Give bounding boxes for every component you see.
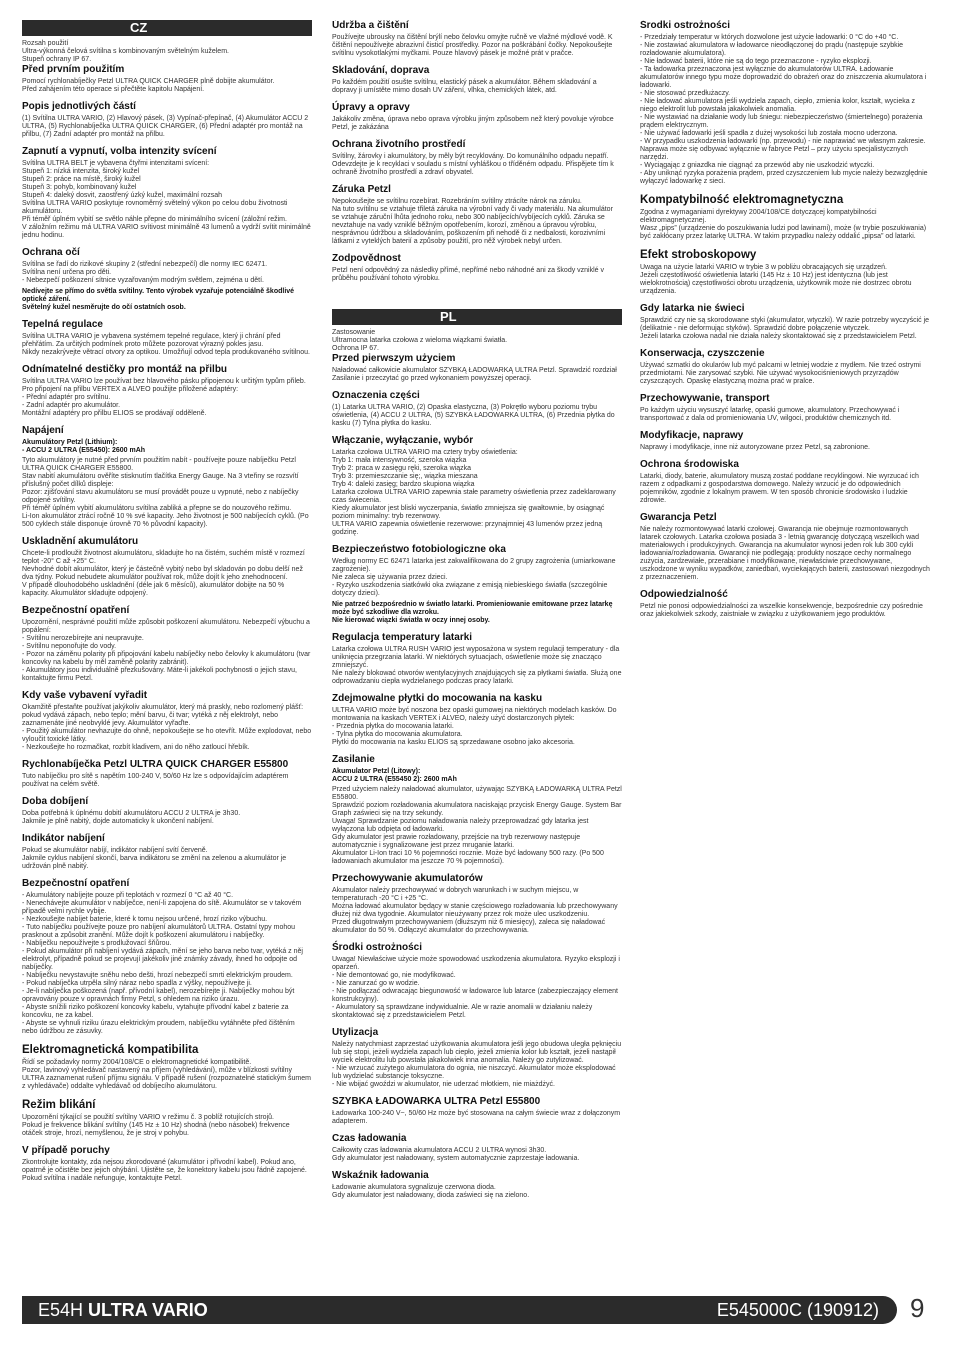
cz-maintenance-text: Používejte ubrousky na čištění brýlí nebo čelovku omyjte ručně ve vlažné mýdlové vodě. K čištění nepoužívejte abrazivní čisticí prostředky. Pozor na poškrábání čočky. Nepokoušejte svítilnu vysokotlakými myčkami. Pouze hlavový pásek je možné prát v pračce. [332, 34, 613, 57]
pl-maintenance-section [640, 348, 930, 386]
cz-discard-title: Kdy vaše vybavení vyřadit [22, 690, 148, 701]
cz-maintenance-section [332, 20, 622, 58]
pl-environment-text: Latarki, diody, baterie, akumulatory muszą zostać poddane recyklingowi. Nie wyrzucać ich razem z odpadkami z gospodarstwa domowego. Należy wrzucić je do odpowiednich pojemników, zgodnie z lokalnym prawem. W ten sposób chronicie środowisko i ludzkie zdrowie. [640, 473, 919, 504]
cz-storage-acc-title: Uskladnění akumulátoru [22, 536, 139, 547]
cz-safety2-section [22, 878, 312, 1036]
pl-adapters-section [332, 693, 622, 747]
pl-warranty-section [640, 512, 930, 582]
cz-fault-text: Zkontrolujte kontakty, zda nejsou zkorodované (akumulátor i přívodní kabel). Pokud ano, opatrně je očistěte bez jejich ohýbání. Ujistěte se, že konektory kabelu jsou řádně zapojené. Pokud svítilna i nadále nefunguje, kontaktujte Petzl. [22, 1159, 307, 1182]
pl-switch-section [332, 435, 622, 537]
cz-storage-transport-title: Skladování, doprava [332, 65, 430, 76]
cz-eyes-title: Ochrana očí [22, 247, 80, 258]
cz-thermal-title: Tepelná regulace [22, 319, 103, 330]
cz-maintenance-title: Údržba a čištění [332, 20, 409, 31]
pl-indicator-section [332, 1170, 622, 1200]
cz-environment-section [332, 139, 622, 177]
pl-power-subtitle: Akumulator Petzl (Litowy): ACCU 2 ULTRA (E55450 2): 2600 mAh [332, 768, 457, 783]
lang-header-cz: CZ [22, 20, 312, 36]
pl-first-use-section [332, 353, 622, 383]
cz-charge-time-section [22, 796, 312, 826]
pl-safety2-title: Środki ostrożności [640, 20, 731, 31]
cz-fault-title: V případě poruchy [22, 1145, 110, 1156]
cz-discard-text: Okamžitě přestaňte používat jakýkoliv akumulátor, který má praskly, nebo rozlomený plášť: pokud vydává zápach, nebo teplo; mění barvu, či tvar; vytéká z něj elektrolyt, nebo zaznamenáte jiné neobvyklé jevy. Akumulátor vyřaďte. - Použitý akumulátor nevhazujte do ohně, nepokoušejte se ho otevřít. Může explodovat, nebo vyloučit toxické látky. - Nezkoušejte ho rozmačkat, rozbít kladivem, ani do něho zatloucí hřebík. [22, 704, 312, 751]
pl-environment-section [640, 459, 930, 505]
pl-first-use-title: Przed pierwszym użyciem [332, 353, 456, 364]
pl-liability-section [640, 589, 930, 619]
pl-parts-text: (1) Latarka ULTRA VARIO, (2) Opaska elastyczna, (3) Pokrętło wyboru poziomu trybu oświetlenia, (4) ACCU 2 ULTRA, (5) SZYBKA ŁADOWARKA ULTRA, (6) Przednia płytka do kasku (7) Tylna płytka do kasku. [332, 404, 615, 427]
cz-charger-title: Rychlonabíječka Petzl ULTRA QUICK CHARGER E55800 [22, 759, 289, 770]
pl-storage-transport-section [640, 393, 930, 423]
pl-thermal-section [332, 632, 622, 686]
cz-repairs-text: Jakákoliv změna, úprava nebo oprava výrobku jiným způsobem než který povoluje výrobce Petzl, je zakázána [332, 116, 614, 131]
pl-safety1-section [332, 942, 622, 1020]
pl-safety2-text: - Przedziały temperatur w których dozwolone jest użycie ładowarki: 0 °C do +40 °C. - Nie zostawiać akumulatora w ładowarce nieodłączonej do prądu (następuje szybkie rozładowanie akumulatora). - Nie ładować baterii, które nie są do tego przeznaczone - ryzyko eksplozji. - Ta ładowarka przeznaczona jest wyłącznie do akumulatorów ULTRA. Ładowanie akumulatorów innego typu może doprowadzić do obrażeń oraz do zniszczenia akumulatora i ładowarki. - Nie stosować przedłużaczy. - Nie ładować akumulatora jeśli wydziela zapach, ciepło, zmienia kolor, kształt, wycieka z niego elektrolit lub powstała jakakolwiek anomalia. - Nie wystawiać na działanie wody lub śniegu: niebezpieczeństwo (śmiertelnego) porażenia prądem elektrycznym. - Nie używać ładowarki jeśli spadła z dużej wysokości lub została mocno uderzona. - W przypadku uszkodzenia ładowarki (np. przewodu) - nie naprawiać we własnym zakresie. Naprawa może się odbywać wyłącznie w fabryce Petzl – przy użyciu specjalistycznych narzędzi. - Wyciągając z gniazdka nie ciągnąć za przewód aby nie uszkodzić wtyczki. - Aby uniknąć ryzyka porażenia prądem, przed czyszczeniem lub mycie należy bezwzględnie wyłączyć ładowarkę z sieci. [640, 34, 928, 185]
pl-switch-title: Włączanie, wyłączanie, wybór [332, 435, 474, 446]
pl-storage-acc-section [332, 873, 622, 935]
column-3 [640, 20, 930, 1282]
footer-model-name: ULTRA VARIO [88, 1300, 208, 1320]
pl-maintenance-title: Konserwacja, czyszczenie [640, 348, 765, 359]
pl-fault-title: Gdy latarka nie świeci [640, 303, 745, 314]
cz-fault-section [22, 1145, 312, 1183]
pl-eyes-title: Bezpieczeństwo fotobiologiczne oka [332, 544, 506, 555]
cz-power-text: Tyto akumulátory je nutné před prvním použitím nabít - používejte pouze nabíječku Petzl ULTRA QUICK CHARGER E55800. Stav nabití akumulátoru ověříte stisknutím tlačítka Energy Gauge. Na 3 vteřiny se rozsvítí příslušný počet dílků displeje: Pozor: zjišťování stavu akumulátoru se musí provádět pouze u vypnuté, nebo z nabíječky odpojené svítilny. Při téměř úplném vybití akumulátoru svítilna zabliká a přepne se do nouzového režimu. Li-Ion akumulátor ztrácí ročně 10 % své kapacity. Jeho životnost je 500 nabíjecích cyklů. (Po 500 cyklech stále disponuje úrovně 70 % původní kapacity). [22, 457, 309, 528]
pl-discard-section [332, 1027, 622, 1089]
pl-first-use-text: Naładować całkowicie akumulator SZYBKĄ ŁADOWARKĄ ULTRA Petzl. Sprawdzić rozdział Zasilanie i przeczytać go przed wykonaniem powyższej operacji. [332, 367, 617, 382]
cz-safety1-text: Upozornění, nesprávné použití může způsobit poškození akumulátoru. Nebezpečí výbuchu a popálení: - Svítilnu nerozebírejte ani neupravujte. - Svítilnu neponořujte do vody. - Pozor na záměnu polarity při připojování kabelu nabíječky nebo čelovky k akumulátoru (tvar koncovky na kabelu by měl zaměně polarity zabránit). - Akumulátory jsou individuálně přezkušovány. Máte-li jakékoli pochybnosti o jejich stavu, kontaktujte firmu Petzl. [22, 619, 311, 682]
cz-warranty-title: Záruka Petzl [332, 184, 391, 195]
cz-thermal-text: Svítilna ULTRA VARIO je vybavena systémem tepelné regulace, který ji chrání před přehřátím. Za určitých podmínek proto můžete pozorovat výrazný pokles jasu. Nikdy nezakrývejte větrací otvory za optikou. Umožňují odvod tepla produkovaného svítilnou. [22, 333, 310, 356]
cz-first-use-section [22, 64, 312, 94]
pl-power-text: Przed użyciem należy naładować akumulator, używając SZYBKĄ ŁADOWARKĄ ULTRA Petzl E55800. Sprawdzić poziom rozładowania akumulatora naciskając przycisk Energy Gauge. System Bar Graph zaświeci się na trzy sekundy. Uwaga! Sprawdzanie poziomu naładowania należy przeprowadzać gdy latarka jest wyłączona lub odpięta od ładowarki. Gdy akumulator jest prawie rozładowany, przejście na tryb rezerwowy następuje automatycznie i sygnalizowane jest przez mruganie latarki. Akumulator Li-Ion traci 10 % pojemności rocznie. Może być ładowany 500 razy. (Po 500 ładowaniach akumulator ma jeszcze 70 % pojemności). [332, 786, 622, 865]
cz-storage-acc-section [22, 536, 312, 598]
pl-switch-text: Latarka czołowa ULTRA VARIO ma cztery tryby oświetlenia: Tryb 1: mała intensywność, szeroka wiązka Tryb 2: praca w zasięgu ręki, szeroka wiązka Tryb 3: przemieszczanie się;, wiązka mieszana Tryb 4: daleki zasięg; bardzo skupiona wiązka Latarka czołowa ULTRA VARIO zapewnia stałe parametry oświetlenia przez zadeklarowany czas świecenia. Kiedy akumulator jest bliski wyczerpania, światło zmniejsza się gwałtownie, by osiągnąć poziom minimalny: tryb rezerwowy. ULTRA VARIO zapewnia oświetlenie rezerwowe: przynajmniej 43 lumenów przez jedną godzinę. [332, 449, 616, 536]
pl-strobe-section [640, 248, 930, 296]
lang-header-pl: PL [332, 309, 622, 325]
cz-storage-transport-section [332, 65, 622, 95]
pl-warranty-title: Gwarancja Petzl [640, 512, 717, 523]
cz-emc-title: Elektromagnetická kompatibilita [22, 1044, 199, 1056]
cz-switch-title: Zapnutí a vypnutí, volba intenzity svícení [22, 146, 217, 157]
pl-discard-text: Należy natychmiast zaprzestać użytkowania akumulatora jeśli jego obudowa uległa pęknięciu lub się stopi, jeżeli wydziela zapach lub ciepło, jeżeli zmienia kolor lub kształt, jeżeli nastąpił wyciek elektrolitu lub powstała jakakolwiek inna anomalia. Należy go zutylizować. - Nie wrzucać zużytego akumulatora do ognia, nie niszczyć. Akumulator może eksplodować lub wydzielać substancje toksyczne. - Nie wbijać gwoździ w akumulator, nie uderzać młotkiem, nie miażdżyć. [332, 1041, 622, 1088]
cz-repairs-title: Úpravy a opravy [332, 102, 410, 113]
cz-adapters-text: Svítilna ULTRA VARIO lze používat bez hlavového pásku připojenou k určitým typům přileb. Pro připojení na přilbu VERTEX a ALVEO použijte přiložené adaptéry: - Přední adaptér pro svítilnu. - Zadní adaptér pro akumulátor. Montážní adaptéry pro přilbu ELIOS se prodávají odděleně. [22, 378, 306, 417]
pl-charge-time-section [332, 1133, 622, 1163]
pl-strobe-title: Efekt stroboskopowy [640, 249, 757, 261]
cz-power-section [22, 425, 312, 529]
cz-charger-text: Tuto nabíječku pro sítě s napětím 100-240 V, 50/60 Hz lze s odpovídajícím adaptérem používat na celém světě. [22, 773, 289, 788]
footer-model-code: E54H [38, 1300, 84, 1320]
pl-power-title: Zasilanie [332, 754, 375, 765]
cz-indicator-text: Pokud se akumulátor nabíjí, indikátor nabíjení svítí červeně. Jakmile cyklus nabíjení skončí, barva indikátoru se změní na zelenou a akumulátor je udržován plně nabitý. [22, 847, 287, 870]
pl-eyes-warning: Nie patrzeć bezpośrednio w światło latarki. Promieniowanie emitowane przez latarkę może być szkodliwe dla wzroku. Nie kierować wiązki światła w oczy innej osoby. [332, 601, 613, 624]
cz-storage-transport-text: Po každém použití osušte svítilnu, elastický pásek a akumulátor. Během skladování a dopravy ji umístěte mimo dosah UV záření, vlhka, chemických látek, atd. [332, 79, 597, 94]
cz-parts-section [22, 101, 312, 139]
pl-environment-title: Ochrona środowiska [640, 459, 739, 470]
pl-repairs-title: Modyfikacje, naprawy [640, 430, 744, 441]
cz-repairs-section [332, 102, 622, 132]
pl-storage-transport-title: Przechowywanie, transport [640, 393, 770, 404]
cz-safety2-title: Bezpečnostní opatření [22, 878, 130, 889]
pl-liability-text: Petzl nie ponosi odpowiedzialności za wszelkie konsekwencje, bezpośrednie czy pośrednie oraz jakiekolwiek szkody, zaistniałe w związku z użytkowaniem jego produktów. [640, 603, 923, 618]
pl-storage-transport-text: Po każdym użyciu wysuszyć latarkę, opaski gumowe, akumulatory. Przechowywać i transportować z dala od promieniowania UV, wilgoci, produktów chemicznych itd. [640, 407, 900, 422]
pl-thermal-title: Regulacja temperatury latarki [332, 632, 473, 643]
cz-switch-text: Svítilna ULTRA BELT je vybavena čtyřmi intenzitami svícení: Stupeň 1: nízká intenzita, široký kužel Stupeň 2: práce na místě, široký kužel Stupeň 3: pohyb, kombinovaný kužel Stupeň 4: daleký dosvit, zaostřený úzký kužel, maximální rozsah Svítilna ULTRA VARIO poskytuje rovnoměrný světelný výkon po celou dobu životnosti akumulátoru. Při téměř úplném vybití se světlo náhle přepne do minimálního svícení (záložní režim. V záložním režimu má ULTRA VARIO svítivost minimálně 43 lumenů a vydrží svítit minimálně jednu hodinu. [22, 160, 311, 239]
cz-parts-title: Popis jednotlivých částí [22, 101, 136, 112]
pl-eyes-section [332, 544, 622, 625]
pl-indicator-text: Ładowanie akumulatora sygnalizuje czerwona dioda. Gdy akumulator jest naładowany, dioda zaświeci się na zielono. [332, 1184, 530, 1199]
cz-adapters-title: Odnímatelné destičky pro montáž na přilbu [22, 364, 228, 375]
cz-charge-time-title: Doba dobíjení [22, 796, 89, 807]
pl-storage-acc-text: Akumulator należy przechowywać w dobrych warunkach i w suchym miejscu, w temperaturach -20 °C i +25 °C. Można ładować akumulator będący w stanie częściowego rozładowania lub przechowywany dłużej niż dwa tygodnie. Akumulator nieużywany przez rok może ulec uszkodzeniu. Przed długotrwałym przechowywaniem (dłuższym niż 6 miesięcy), zaleca się naładować akumulator do 50 %. Odłączyć akumulator do przechowywania. [332, 887, 618, 934]
column-2 [332, 20, 622, 1282]
cz-charger-section [22, 759, 312, 789]
pl-charger-section [332, 1096, 622, 1126]
cz-adapters-section [22, 364, 312, 418]
cz-power-subtitle: Akumulátory Petzl (Lithium): - ACCU 2 ULTRA (E55450): 2600 mAh [22, 439, 146, 454]
pl-strobe-text: Uwaga na użycie latarki VARIO w trybie 3 w pobliżu obracających się urządzeń. Jeżeli częstotliwość oświetlenia latarki (145 Hz ± 10 Hz) jest identyczna (lub jest wielokrotnością) częstotliwości obrotu urządzenia, użytkownik może nie dostrzec obrotu urządzenia. [640, 264, 912, 295]
pl-fault-section [640, 303, 930, 341]
pl-safety2-section [640, 20, 930, 186]
pl-emc-title: Kompatybilność elektromagnetyczna [640, 194, 844, 206]
pl-parts-title: Oznaczenia części [332, 390, 420, 401]
cz-indicator-title: Indikátor nabíjení [22, 833, 105, 844]
cz-parts-text: (1) Svítilna ULTRA VARIO, (2) Hlavový pásek, (3) Vypínač-přepínač, (4) Akumulátor ACCU 2 ULTRA, (5) Rychlonabíječka ULTRA QUICK CHARGER, (6) Přední adaptér pro montáž na přilbu, (7) Zadní adaptér pro montáž na přilbu. [22, 115, 309, 138]
footer-bar [22, 1296, 897, 1324]
pl-warranty-text: Nie należy rozmontowywać latarki czołowej. Gwarancja nie obejmuje rozmontowanych latarek czołowych. Latarka czołowa posiada 3 - letnią gwarancję dotyczącą wszelkich wad materiałowych i produkcyjnych. Gwarancja na akumulator wynosi jeden rok lub 300 cykli ładowania/rozładowania. Gwarancji nie podlegają: produkty noszące cechy normalnego zużycia, zardzewiałe, przerabiane i modyfikowane, niewłaściwie przechowywane, uszkodzone w wyniku wypadków, zaniedbań, wyciekających baterii, zastosowań niezgodnych z przeznaczeniem. [640, 526, 930, 581]
cz-intro: Rozsah použití Ultra-výkonná čelová svítilna s kombinovaným světelným kuželem. Stupeň ochrany IP 67. [22, 40, 229, 63]
cz-strobe-text: Upozornění týkající se použití svítilny VARIO v režimu č. 3 poblíž rotujících strojů. Pokud je frekvence blikání svítilny (145 Hz ± 10 Hz) shodná (nebo násobek) frekvence otáček stroje, hrozí, nemyšlenou, že je stroj v pohybu. [22, 1114, 290, 1137]
cz-safety2-text: - Akumulátory nabíjejte pouze při teplotách v rozmezí 0 °C až 40 °C. - Nenechávejte akumulátor v nabíječce, není-li zapojena do sítě. Akumulátor se v takovém případě velmi rychle vybije. - Nezkoušejte nabíjet baterie, které k tomu nejsou určené, hrozí riziko výbuchu. - Tuto nabíječku používejte pouze pro nabíjení akumulátorů ULTRA. Ostatní typy mohou prasknout a způsobit zranění. Může dojít k poškození akumulátoru i nabíječky. - Nabíječku nepoužívejte s prodlužovací šňůrou. - Pokud akumulátor při nabíjení vydává zápach, mění se jeho barva nebo tvar, vytéká z něj elektrolyt, případně pokud se projevují jakékoliv jiné známky závady, ihned ho odpojte od nabíječky. - Nabíječku nevystavujte sněhu nebo dešti, hrozí nebezpečí smrti elektrickým proudem. - Pokud nabíječka utrpěla silný náraz nebo spadla z výšky, nepoužívejte ji. - Je-li nabíječka poškozená (např. přívodní kabel), nerozebírejte ji. Nabíječky mohou být opravovány pouze v opravnách firmy Petzl, s ohledem na riziko úrazu. - Abyste snížili riziko poškození koncovky kabelu, vytahujte přívodní kabel z baterie za koncovku, ne za kabel. - Abyste se vyhnuli riziku úrazu elektrickým proudem, nabíječku vytáhněte před čištěním nebo údržbou ze zásuvky. [22, 892, 303, 1035]
pl-storage-acc-title: Przechowywanie akumulatorów [332, 873, 483, 884]
cz-first-use-title: Před prvním použitím [22, 64, 125, 75]
cz-emc-section [22, 1043, 312, 1091]
pl-charge-time-title: Czas ładowania [332, 1133, 407, 1144]
pl-safety1-title: Środki ostrożności [332, 942, 423, 953]
footer-doc-code: E545000C (190912) [716, 1300, 879, 1320]
pl-emc-section [640, 193, 930, 241]
cz-liability-text: Petzl není odpovědný za následky přímé, nepřímé nebo náhodné ani za škody vzniklé v průběhu používání tohoto výrobku. [332, 267, 604, 282]
cz-power-title: Napájení [22, 425, 64, 436]
pl-fault-text: Sprawdzić czy nie są skorodowane styki (akumulator, wtyczki). W razie potrzeby wyczyścić je (delikatnie - nie deformując styków). Sprawdzić dobre połączenie wtyczek. Jeżeli latarka czołowa nadal nie działa należy skontaktować się z przedstawicielem Petzl. [640, 317, 930, 340]
pl-safety1-text: Uwaga! Niewłaściwe użycie może spowodować uszkodzenia akumulatora. Ryzyko eksplozji i oparzeń. - Nie demontować go, nie modyfikować. - Nie zanurzać go w wodzie. - Nie podłączać odwracając biegunowość w ładowarce lub latarce (zabezpieczający element konstrukcyjny). - Akumulatory są sprawdzane indywidualnie. Ale w razie anomalii w działaniu należy skontaktować się z przedstawicielem Petzl. [332, 956, 620, 1019]
pl-power-section [332, 754, 622, 866]
pl-liability-title: Odpowiedzialność [640, 589, 728, 600]
cz-indicator-section [22, 833, 312, 871]
cz-eyes-warning: Nedívejte se přímo do světla svítilny. Tento výrobek vyzařuje potenciálně škodlivé optické záření. Světelný kužel nesměrujte do očí ostatních osob. [22, 288, 295, 311]
cz-strobe-title: Režim blikání [22, 1099, 96, 1111]
pl-charge-time-text: Całkowity czas ładowania akumulatora ACCU 2 ULTRA wynosi 3h30. Gdy akumulator jest naładowany, system automatycznie zaprzestaje ładowania. [332, 1147, 580, 1162]
cz-discard-section [22, 690, 312, 752]
pl-adapters-title: Zdejmowalne płytki do mocowania na kasku [332, 693, 543, 704]
cz-storage-acc-text: Chcete-li prodloužit životnost akumulátoru, skladujte ho na čistém, suchém místě v rozmezí teplot -20° C až +25° C. Nevhodné dobít akumulátor, který je částečně vybitý nebo byl skladován po dobu delší než dva týdny. Pokud nebudete akumulátor používat rok, může dojít k jeho znehodnocení. V případě dlouhodobého uskladnění (déle jak 6 měsíců), akumulátor dobijte na 50 % kapacity. Akumulátor skladujte odpojený. [22, 550, 305, 597]
pl-thermal-text: Latarka czołowa ULTRA RUSH VARIO jest wyposażona w system regulacji temperatury - dla uniknięcia przegrzania latarki. W niektórych sytuacjach, oświetlenie może się znacząco zmniejszyć. Nie należy blokować otworów wentylacyjnych znajdujących się za płytkami światła. Służą one odprowadzaniu ciepła wydzielanego podczas pracy latarki. [332, 646, 622, 685]
cz-safety1-section [22, 605, 312, 683]
cz-liability-section [332, 253, 622, 283]
cz-switch-section [22, 146, 312, 240]
cz-safety1-title: Bezpečnostní opatření [22, 605, 130, 616]
pl-repairs-section [640, 430, 930, 452]
pl-charger-text: Ładowarka 100-240 V~, 50/60 Hz może być stosowana na całym świecie wraz z dołączonym adapterem. [332, 1110, 621, 1125]
cz-liability-title: Zodpovědnost [332, 253, 401, 264]
cz-strobe-section [22, 1098, 312, 1138]
cz-emc-text: Řídí se požadavky normy 2004/108/CE o elektromagnetické kompatibilitě. Pozor, lavinový vyhledávač nastavený na příjem (vyhledávání), může v blízkosti svítilny ULTRA zaznamenat rušení příjmu signálu. V případě rušení (rozpoznatelné statickým šumem z vyhledávače) oddalte vyhledávač od dobíjecího akumulátoru. [22, 1059, 311, 1090]
footer-model [38, 1299, 208, 1321]
cz-warranty-section [332, 184, 622, 246]
cz-charge-time-text: Doba potřebná k úplnému dobití akumulátoru ACCU 2 ULTRA je 3h30. Jakmile je plně nabitý, dojde automaticky k ukončení nabíjení. [22, 810, 241, 825]
pl-parts-section [332, 390, 622, 428]
page-number: 9 [910, 1293, 925, 1323]
cz-eyes-text: Svítilna se řadí do rizikové skupiny 2 (střední nebezpečí) dle normy IEC 62471. Svítilna není určena pro děti. - Nebezpečí poškození sítnice vyzařovaným modrým světlem, zejména u dětí. [22, 261, 268, 284]
pl-indicator-title: Wskaźnik ładowania [332, 1170, 429, 1181]
cz-eyes-section [22, 247, 312, 312]
pl-maintenance-text: Używać szmatki do okularów lub myć palcami w letniej wodzie z mydłem. Nie trzeć ostrymi przedmiotami. Nie zarysować szybki. Nie używać wysokociśnieniowych przyrządów czyszczących. Opaskę elastyczną można prać w pralce. [640, 362, 921, 385]
cz-warranty-text: Nepokoušejte se svítilnu rozebírat. Rozebráním svítilny ztrácíte nárok na záruku. Na tuto svítilnu se vztahuje třiletá záruka na výrobní vady či vady materiálu. Na akumulátor se vztahuje záruční lhůta jednoho roku, nebo 300 nabíjecích/vybíjecích cyklů. Záruka se nevztahuje na vady vzniklé běžným opotřebením, korozí, změnou a úpravou výrobku, nesprávnou údržbou a skladováním, poškozením při nehodě či z nedbalosti, korozivními látkami z vyteklých baterií a způsoby použití, pro něž výrobek nebyl určen. [332, 198, 613, 245]
cz-environment-title: Ochrana životního prostředí [332, 139, 466, 150]
pl-intro: Zastosowanie Ultramocna latarka czołowa z wieloma wiązkami światła. Ochrona IP 67. [332, 329, 508, 352]
pl-repairs-text: Naprawy i modyfikacje, inne niż autoryzowane przez Petzl, są zabronione. [640, 444, 870, 451]
cz-thermal-section [22, 319, 312, 357]
column-1 [22, 20, 312, 1282]
cz-first-use-text: Pomocí rychlonabíječky Petzl ULTRA QUICK CHARGER plně dobijte akumulátor. Před zahájením této operace si přečtěte kapitolu Napájení. [22, 78, 275, 93]
pl-discard-title: Utylizacja [332, 1027, 379, 1038]
cz-environment-text: Svítilny, žárovky i akumulátory, by měly být recyklovány. Do komunálního odpadu nepatří. Odevzdejte je k recyklaci v souladu s místní vyhláškou o tříděném odpadu. Přispějete tím k ochraně životního prostředí a zdraví obyvatel. [332, 153, 614, 176]
pl-adapters-text: ULTRA VARIO może być noszona bez opaski gumowej na niektórych modelach kasków. Do montowania na kaskach VERTEX i ALVEO, należy użyć dostarczonych płytek: - Przednia płytka do mocowania latarki. - Tylna płytka do mocowania akumulatora. Płytki do mocowania na kasku ELIOS są sprzedawane osobno jako akcesoria. [332, 707, 617, 746]
pl-emc-text: Zgodna z wymaganiami dyrektywy 2004/108/CE dotyczącej kompatybilności elektromagnetycznej. Wasz „pips” (urządzenie do poszukiwania ludzi pod lawinami), może (w trybie poszukiwania) być zakłócany przez latarkę ULTRA. W takim przypadku należy oddalić „pipsa” od latarki. [640, 209, 927, 240]
pl-eyes-text: Według normy EC 62471 latarka jest zakwalifikowana do 2 grupy zagrożenia (umiarkowane zagrożenie). Nie zaleca się używania przez dzieci. - Ryzyko uszkodzenia siatkówki oka związane z emisją niebieskiego światła (szczególnie dotyczy dzieci). [332, 558, 616, 597]
pl-charger-title: SZYBKA ŁADOWARKA ULTRA Petzl E55800 [332, 1096, 541, 1107]
